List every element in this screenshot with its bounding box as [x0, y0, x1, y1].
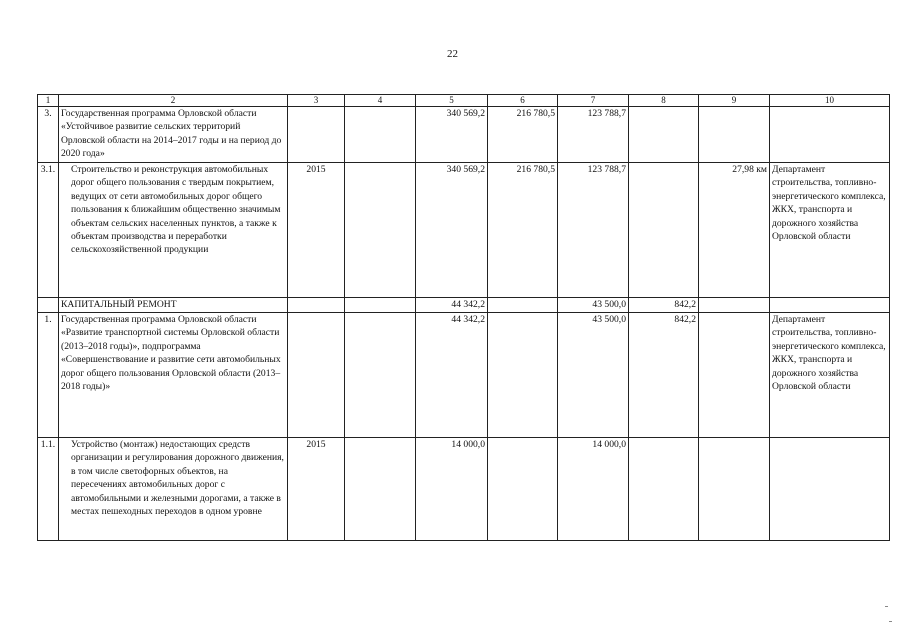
- row-col8: [629, 438, 699, 541]
- header-cell: 5: [416, 95, 488, 107]
- row-col5: 340 569,2: [416, 107, 488, 163]
- row-col4: [345, 163, 416, 298]
- row-col8: 842,2: [629, 298, 699, 313]
- header-row: [38, 95, 890, 107]
- row-col7: 14 000,0: [558, 438, 629, 541]
- row-col5: 14 000,0: [416, 438, 488, 541]
- scan-speck: [885, 606, 888, 607]
- row-col5: 44 342,2: [416, 298, 488, 313]
- row-number: 3.1.: [38, 163, 59, 298]
- table-row: [38, 107, 890, 163]
- row-col9: [699, 438, 770, 541]
- row-col6: 216 780,5: [488, 163, 558, 298]
- row-col8: [629, 163, 699, 298]
- table-row: [38, 313, 890, 438]
- table-row: [38, 298, 890, 313]
- header-cell: 3: [288, 95, 345, 107]
- row-name: Строительство и реконструкция автомобильных дорог общего пользования с твердым покрытием, ведущих от сети автомобильных дорог общего пользования к ближайшим общественно значимым объектам сельских населенных пунктов, а также к объектам производства и переработки сельскохозяйственной продукции: [59, 163, 288, 298]
- row-col9: [699, 107, 770, 163]
- row-col10: Департамент строительства, топливно-энергетического комплекса, ЖКХ, транспорта и дорожного хозяйства Орловской области: [770, 163, 890, 298]
- row-col9: 27,98 км: [699, 163, 770, 298]
- row-col7: 123 788,7: [558, 107, 629, 163]
- row-number: 3.: [38, 107, 59, 163]
- header-cell: 10: [770, 95, 890, 107]
- row-col6: [488, 313, 558, 438]
- row-col7: 123 788,7: [558, 163, 629, 298]
- row-col10: [770, 438, 890, 541]
- header-cell: 8: [629, 95, 699, 107]
- row-name: Государственная программа Орловской области «Устойчивое развитие сельских территорий Орловской области на 2014–2017 годы и на период до 2020 года»: [59, 107, 288, 163]
- program-table: [37, 94, 890, 541]
- header-cell: 1: [38, 95, 59, 107]
- row-year: [288, 298, 345, 313]
- row-number: [38, 298, 59, 313]
- row-year: 2015: [288, 163, 345, 298]
- section-title: КАПИТАЛЬНЫЙ РЕМОНТ: [59, 298, 288, 313]
- row-col4: [345, 438, 416, 541]
- row-col7: 43 500,0: [558, 298, 629, 313]
- row-col4: [345, 107, 416, 163]
- row-col4: [345, 313, 416, 438]
- row-col10: Департамент строительства, топливно-энергетического комплекса, ЖКХ, транспорта и дорожного хозяйства Орловской области: [770, 313, 890, 438]
- table-row: [38, 163, 890, 298]
- row-name: Устройство (монтаж) недостающих средств организации и регулирования дорожного движения, в том числе светофорных объектов, на пересечениях автомобильных дорог с автомобильными и железными дорогами, а также в местах пешеходных переходов в одном уровне: [59, 438, 288, 541]
- table-row: [38, 438, 890, 541]
- row-col9: [699, 313, 770, 438]
- row-year: [288, 313, 345, 438]
- row-col10: [770, 107, 890, 163]
- row-year: 2015: [288, 438, 345, 541]
- page-number: 22: [447, 48, 458, 60]
- row-col10: [770, 298, 890, 313]
- row-col5: 340 569,2: [416, 163, 488, 298]
- row-number: 1.: [38, 313, 59, 438]
- row-col4: [345, 298, 416, 313]
- header-cell: 9: [699, 95, 770, 107]
- header-cell: 4: [345, 95, 416, 107]
- row-col8: 842,2: [629, 313, 699, 438]
- header-cell: 7: [558, 95, 629, 107]
- scan-speck: [889, 621, 892, 622]
- row-year: [288, 107, 345, 163]
- row-col7: 43 500,0: [558, 313, 629, 438]
- row-col8: [629, 107, 699, 163]
- row-col9: [699, 298, 770, 313]
- row-col6: 216 780,5: [488, 107, 558, 163]
- row-col6: [488, 438, 558, 541]
- header-cell: 6: [488, 95, 558, 107]
- row-number: 1.1.: [38, 438, 59, 541]
- row-col5: 44 342,2: [416, 313, 488, 438]
- row-col6: [488, 298, 558, 313]
- header-cell: 2: [59, 95, 288, 107]
- row-name: Государственная программа Орловской области «Развитие транспортной системы Орловской области (2013–2018 годы)», подпрограмма «Совершенствование и развитие сети автомобильных дорог общего пользования Орловской области (2013–2018 годы)»: [59, 313, 288, 438]
